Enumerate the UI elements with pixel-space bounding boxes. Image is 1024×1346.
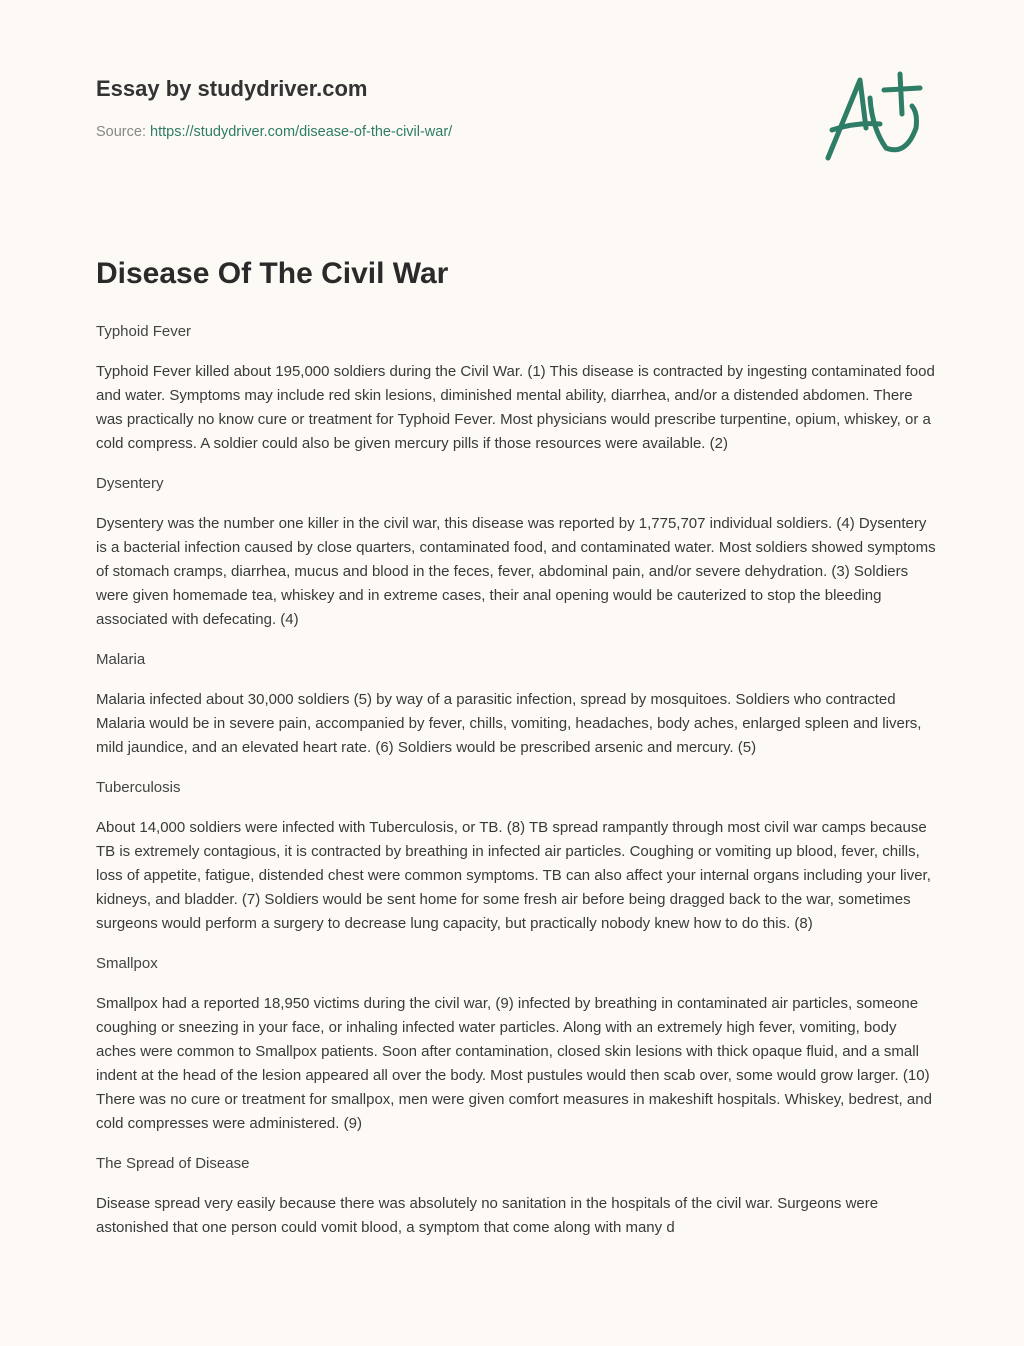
section-tuberculosis: [96, 776, 936, 936]
section-paragraph: Dysentery was the number one killer in the civil war, this disease was reported by 1,775,707 individual soldiers. (4) Dysentery is a bacterial infection caused by close quarters, contaminated food, and contaminated water. Most soldiers showed symptoms of stomach cramps, diarrhea, mucus and blood in the feces, fever, abdominal pain, and/or severe dehydration. (3) Soldiers were given homemade tea, whiskey and in extreme cases, their anal opening would be cauterized to stop the bleeding associated with defecating. (4): [96, 515, 936, 628]
section-spread-of-disease: [96, 1152, 936, 1240]
section-heading: Tuberculosis: [96, 779, 181, 796]
essay-header: [96, 76, 452, 140]
section-paragraph: Disease spread very easily because there was absolutely no sanitation in the hospitals of the civil war. Surgeons were astonished that one person could vomit blood, a symptom that come along with many d: [96, 1195, 879, 1236]
section-heading: Smallpox: [96, 955, 158, 972]
section-paragraph: Typhoid Fever killed about 195,000 soldiers during the Civil War. (1) This disease is contracted by ingesting contaminated food and water. Symptoms may include red skin lesions, diminished mental ability, diarrhea, and/or a distended abdomen. There was practically no know cure or treatment for Typhoid Fever. Most physicians would prescribe turpentine, opium, whiskey, or a cold compress. A soldier could also be given mercury pills if those resources were available. (2): [96, 363, 935, 452]
section-paragraph: About 14,000 soldiers were infected with Tuberculosis, or TB. (8) TB spread rampantly through most civil war camps because TB is extremely contagious, it is contracted by breathing in infected air particles. Coughing or vomiting up blood, fever, chills, loss of appetite, fatigue, distended chest were common symptoms. TB can also affect your internal organs including your liver, kidneys, and bladder. (7) Soldiers would be sent home for some fresh air before being dragged back to the war, sometimes surgeons would perform a surgery to decrease lung capacity, but practically nobody knew how to do this. (8): [96, 819, 931, 932]
section-heading: Typhoid Fever: [96, 323, 192, 340]
section-typhoid: [96, 320, 936, 456]
section-heading: Dysentery: [96, 475, 164, 492]
section-heading: Malaria: [96, 651, 146, 668]
section-dysentery: [96, 472, 936, 632]
essay-body: [96, 254, 936, 1256]
section-malaria: [96, 648, 936, 760]
brand-title: Essay by studydriver.com: [96, 76, 368, 101]
source-link[interactable]: https://studydriver.com/disease-of-the-civil-war/: [150, 124, 453, 140]
section-smallpox: [96, 952, 936, 1136]
a-plus-logo-icon: [820, 68, 930, 164]
section-heading: The Spread of Disease: [96, 1155, 250, 1172]
section-paragraph: Malaria infected about 30,000 soldiers (5) by way of a parasitic infection, spread by mosquitoes. Soldiers who contracted Malaria would be in severe pain, accompanied by fever, chills, vomiting, headaches, body aches, enlarged spleen and livers, mild jaundice, and an elevated heart rate. (6) Soldiers would be prescribed arsenic and mercury. (5): [96, 691, 922, 756]
source-label: Source:: [96, 124, 146, 140]
source-line: [96, 124, 452, 140]
section-paragraph: Smallpox had a reported 18,950 victims during the civil war, (9) infected by breathing in contaminated air particles, someone coughing or sneezing in your face, or inhaling infected water particles. Along with an extremely high fever, vomiting, body aches were common to Smallpox patients. Soon after contamination, closed skin lesions with thick opaque fluid, and a small indent at the head of the lesion appeared all over the body. Most pustules would then scab over, some would grow larger. (10) There was no cure or treatment for smallpox, men were given comfort measures in makeshift hospitals. Whiskey, bedrest, and cold compresses were administered. (9): [96, 995, 932, 1132]
essay-title: Disease Of The Civil War: [96, 257, 449, 290]
